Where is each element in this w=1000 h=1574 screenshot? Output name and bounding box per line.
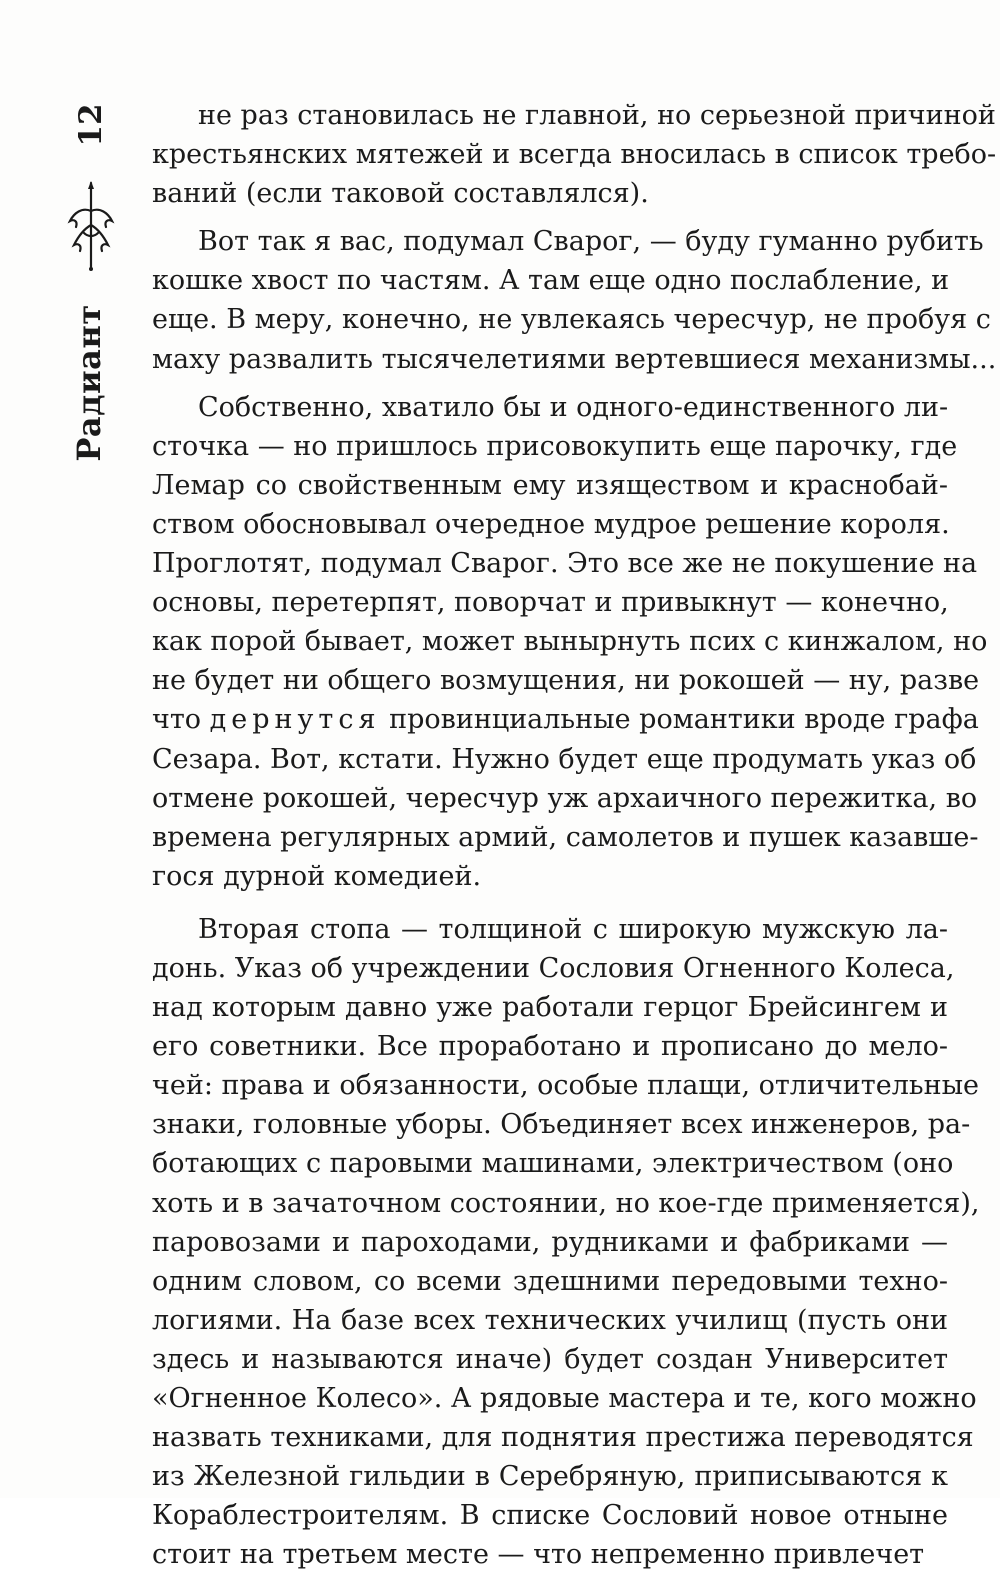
text-line: Проглотят, подумал Сварог. Это все же не покушение на [152, 548, 978, 580]
text-line: ваний (если таковой составлялся). [152, 178, 649, 210]
text-line: донь. Указ об учреждении Сословия Огненного Колеса, [152, 952, 955, 984]
text-line: как порой бывает, может вынырнуть псих с кинжалом, но [152, 626, 988, 658]
text-line: чей: права и обязанности, особые плащи, отличительные [152, 1070, 980, 1102]
text-line: гося дурной комедией. [152, 860, 482, 892]
page-number: 12 [73, 103, 109, 147]
text-line: из Железной гильдии в Серебряную, приписываются к [152, 1461, 948, 1493]
emphasized-word: дернутся [209, 704, 381, 736]
body-text [152, 96, 997, 1574]
book-title: Радиант [70, 304, 108, 462]
text-line: отмене рокошей, чересчур уж архаичного пережитка, во [152, 782, 978, 814]
text-line: крестьянских мятежей и всегда вносилась в список требо- [152, 139, 997, 171]
text-line: Кораблестроителям. В списке Сословий новое отныне [152, 1500, 948, 1532]
text-line: назвать техниками, для поднятия престижа переводятся [152, 1422, 974, 1454]
text-line: маху развалить тысячелетиями вертевшиеся механизмы... [152, 343, 997, 375]
line-segment: что [152, 704, 210, 736]
running-header [52, 95, 128, 485]
text-line: Вторая стопа — толщиной с широкую мужскую ла- [198, 913, 948, 945]
text-line: знаки, головные уборы. Объединяет всех инженеров, ра- [152, 1109, 971, 1141]
text-line: логиями. На базе всех технических училищ (пусть они [152, 1304, 948, 1336]
text-line: Сезара. Вот, кстати. Нужно будет еще продумать указ об [152, 743, 977, 775]
sword-ornament-icon [64, 181, 118, 271]
text-line: паровозами и пароходами, рудниками и фабриками — [152, 1226, 948, 1258]
text-line: Собственно, хватило бы и одного-единственного ли- [198, 391, 949, 423]
paragraph [152, 222, 997, 378]
text-line: «Огненное Колесо». А рядовые мастера и те, кого можно [152, 1383, 977, 1414]
line-segment: провинциальные романтики вроде графа [380, 704, 979, 736]
text-line [152, 700, 979, 739]
text-line: его советники. Все проработано и прописано до мело- [152, 1031, 948, 1063]
text-line: одним словом, со всеми здешними передовыми техно- [152, 1265, 948, 1297]
text-line: хоть и в зачаточном состоянии, но кое-где применяется), [152, 1187, 980, 1219]
text-line: над которым давно уже работали герцог Брейсингем и [152, 992, 948, 1024]
text-line: не раз становилась не главной, но серьезной причиной [198, 100, 996, 131]
text-line: Вот так я вас, подумал Сварог, — буду гуманно рубить [198, 226, 984, 258]
text-line: ством обосновывал очередное мудрое решение короля. [152, 508, 950, 540]
text-line: Лемар со свойственным ему изяществом и краснобай- [152, 469, 948, 501]
paragraph [152, 96, 997, 213]
text-line: сточка — но пришлось присовокупить еще парочку, где [152, 430, 958, 462]
text-line: кошке хвост по частям. А там еще одно послабление, и [152, 265, 950, 297]
text-line: здесь и называются иначе) будет создан Университет [152, 1343, 948, 1375]
text-line: основы, перетерпят, поворчат и привыкнут — конечно, [152, 587, 949, 619]
text-line: времена регулярных армий, самолетов и пушек казавше- [152, 821, 979, 853]
paragraph [152, 910, 980, 1574]
text-line: еще. В меру, конечно, не увлекаясь чересчур, не пробуя с [152, 304, 991, 336]
text-line: стоит на третьем месте — что непременно привлечет [152, 1539, 925, 1571]
text-line: ботающих с паровыми машинами, электричеством (оно [152, 1148, 954, 1180]
text-line: не будет ни общего возмущения, ни рокошей — ну, разве [152, 665, 980, 697]
paragraph [152, 388, 988, 896]
